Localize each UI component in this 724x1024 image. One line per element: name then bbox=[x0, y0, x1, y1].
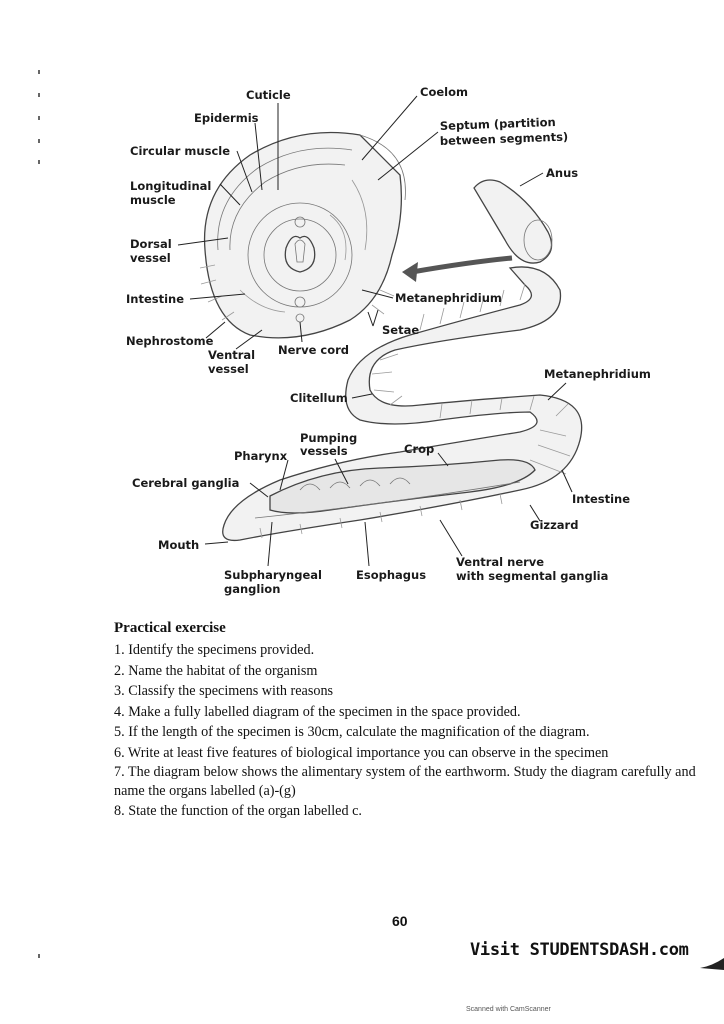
scan-speck bbox=[38, 160, 40, 164]
label-coelom: Coelom bbox=[420, 85, 468, 99]
exercise-item: 5. If the length of the specimen is 30cm, calculate the magnification of the diagram. bbox=[114, 724, 590, 740]
label-septum-line1: Septum (partition bbox=[439, 114, 556, 133]
label-clitellum: Clitellum bbox=[290, 391, 348, 405]
scan-speck bbox=[38, 139, 40, 143]
website-watermark: Visit STUDENTSDASH.com bbox=[470, 940, 689, 960]
label-crop: Crop bbox=[404, 442, 435, 456]
label-ventral-vessel-line2: vessel bbox=[208, 362, 249, 376]
label-intestine-body: Intestine bbox=[572, 492, 631, 506]
label-pumping-vessels-line2: vessels bbox=[300, 444, 348, 458]
label-epidermis: Epidermis bbox=[194, 111, 259, 125]
page-number: 60 bbox=[392, 913, 408, 929]
label-dorsal-vessel-line1: Dorsal bbox=[130, 237, 172, 251]
label-pharynx: Pharynx bbox=[234, 449, 288, 463]
exercise-item: 6. Write at least five features of biological importance you can observe in the specimen bbox=[114, 744, 609, 761]
label-metanephridium-section: Metanephridium bbox=[395, 291, 502, 305]
label-nerve-cord: Nerve cord bbox=[278, 343, 350, 357]
label-circular-muscle: Circular muscle bbox=[130, 144, 231, 158]
label-dorsal-vessel-line2: vessel bbox=[130, 251, 171, 265]
label-metanephridium-body: Metanephridium bbox=[544, 367, 651, 381]
label-mouth: Mouth bbox=[158, 538, 200, 552]
pointer-arrow bbox=[412, 258, 512, 272]
label-cuticle: Cuticle bbox=[246, 88, 291, 102]
exercise-item: 2. Name the habitat of the organism bbox=[114, 662, 318, 679]
exercise-question-list bbox=[114, 640, 714, 822]
label-cerebral-ganglia: Cerebral ganglia bbox=[132, 476, 240, 490]
exercise-item: 4. Make a fully labelled diagram of the specimen in the space provided. bbox=[114, 703, 521, 720]
scan-speck bbox=[38, 116, 40, 120]
label-nephrostome: Nephrostome bbox=[126, 334, 214, 348]
scan-speck bbox=[38, 954, 40, 958]
scan-speck bbox=[38, 93, 40, 97]
label-longitudinal-muscle-line1: Longitudinal bbox=[130, 179, 212, 193]
label-setae: Setae bbox=[382, 323, 420, 337]
label-intestine-section: Intestine bbox=[126, 292, 185, 306]
exercise-item: 1. Identify the specimens provided. bbox=[114, 642, 315, 658]
label-anus: Anus bbox=[546, 166, 579, 180]
label-ventral-vessel-line1: Ventral bbox=[208, 348, 256, 362]
exercise-title: Practical exercise bbox=[114, 620, 226, 636]
label-longitudinal-muscle-line2: muscle bbox=[130, 193, 176, 207]
label-subpharyngeal-line2: ganglion bbox=[224, 582, 281, 596]
page-corner-mark bbox=[700, 958, 724, 970]
label-septum-line2: between segments) bbox=[439, 129, 569, 148]
label-subpharyngeal-line1: Subpharyngeal bbox=[224, 568, 322, 582]
label-ventral-nerve-line2: with segmental ganglia bbox=[456, 569, 609, 583]
exercise-item: 8. State the function of the organ labelled c. bbox=[114, 803, 362, 819]
exercise-item: 7. The diagram below shows the alimentary system of the earthworm. Study the diagram carefully and name the organs labelled (a)-(g) bbox=[114, 764, 696, 799]
label-pumping-vessels-line1: Pumping bbox=[300, 431, 358, 445]
scan-speck bbox=[38, 70, 40, 74]
label-ventral-nerve-line1: Ventral nerve bbox=[456, 555, 545, 569]
cross-section-drawing bbox=[200, 133, 405, 338]
exercise-item: 3. Classify the specimens with reasons bbox=[114, 683, 334, 699]
scanner-watermark: Scanned with CamScanner bbox=[466, 1006, 551, 1013]
label-esophagus: Esophagus bbox=[356, 568, 427, 582]
practical-exercise-section bbox=[114, 620, 714, 822]
label-gizzard: Gizzard bbox=[530, 518, 579, 532]
